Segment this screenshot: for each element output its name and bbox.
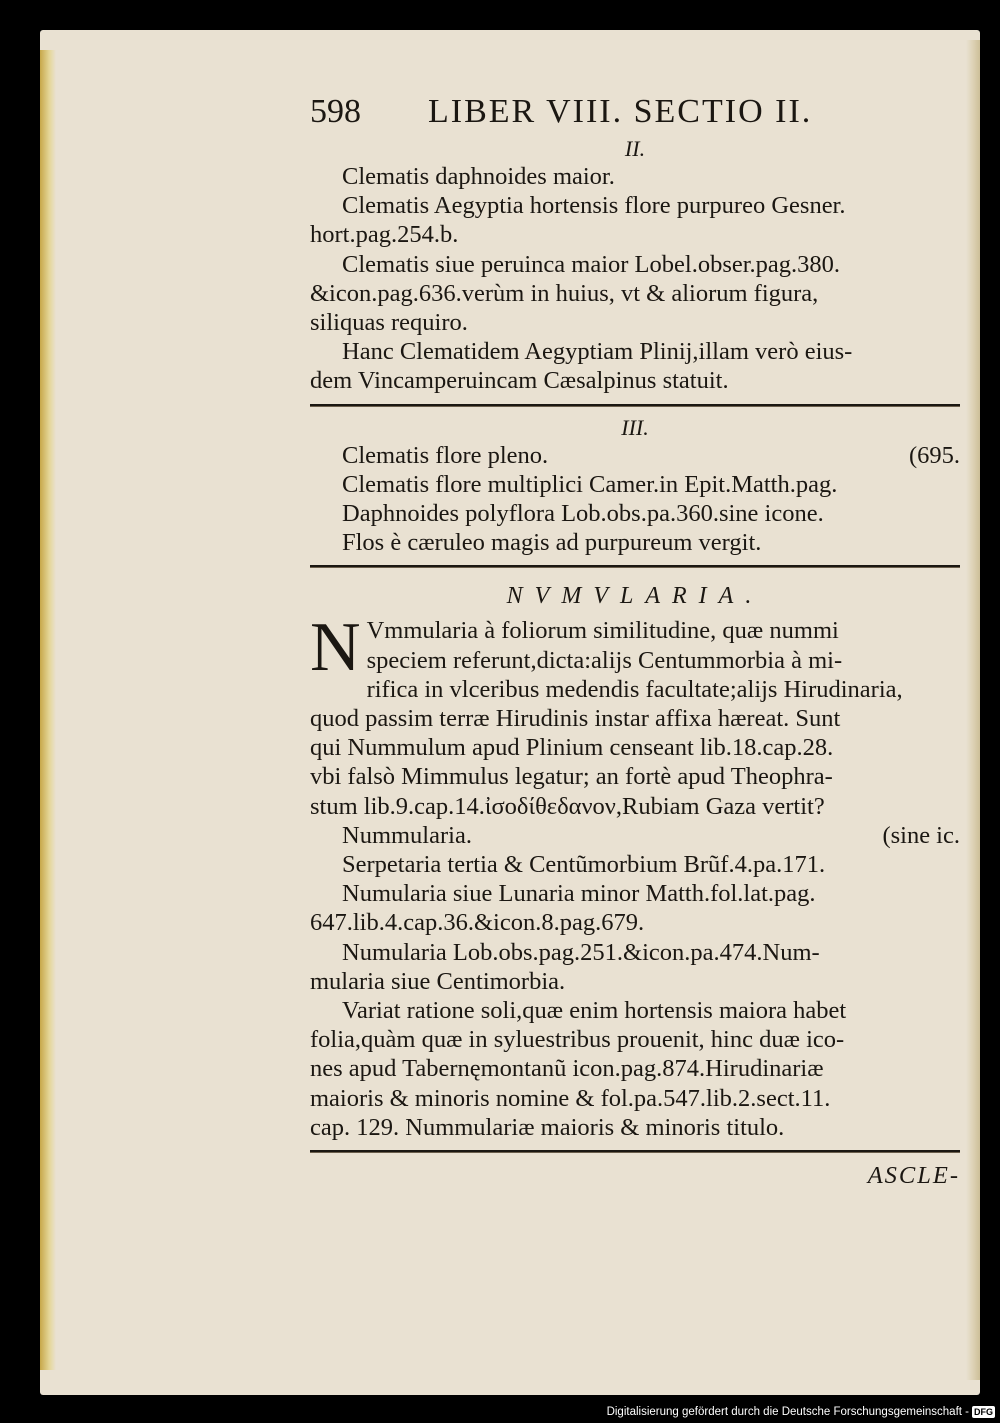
text-line: hort.pag.254.b.: [310, 221, 459, 249]
page-edge-right: [966, 40, 980, 1380]
text-line: maioris & minoris nomine & fol.pa.547.lib.2.sect.11.: [310, 1084, 831, 1112]
text-row: [310, 441, 960, 470]
text-line: speciem referunt,dicta:alijs Centummorbia à mi-: [366, 646, 843, 674]
text-line: 647.lib.4.cap.36.&icon.8.pag.679.: [310, 909, 645, 937]
text-line: Variat ratione soli,quæ enim hortensis maiora habet: [342, 997, 847, 1025]
running-title: LIBER VIII. SECTIO II.: [428, 93, 813, 130]
section-rule: [310, 565, 960, 568]
text-line: folia,quàm quæ in syluestribus prouenit, hinc duæ ico-: [310, 1026, 845, 1054]
text-line: Daphnoides polyflora Lob.obs.pa.360.sine icone.: [342, 500, 824, 528]
text-line: rifica in vlceribus medendis facultate;alijs Hirudinaria,: [366, 675, 903, 703]
digitization-footer: [600, 1404, 995, 1420]
text-line: vbi falsò Mimmulus legatur; an fortè apud Theophra-: [310, 763, 833, 791]
text-line: dem Vincamperuincam Cæsalpinus statuit.: [310, 367, 729, 395]
text-line: quod passim terræ Hirudinis instar affixa hæreat. Sunt: [310, 705, 841, 733]
row-left: Nummularia.: [342, 821, 472, 849]
text-line: mularia siue Centimorbia.: [310, 967, 566, 995]
section-rule: [310, 404, 960, 407]
text-line: Clematis flore multiplici Camer.in Epit.Matth.pag.: [342, 470, 838, 498]
numularia-intro: [310, 609, 960, 820]
text-line: Clematis Aegyptia hortensis flore purpureo Gesner.: [342, 192, 846, 220]
row-left: Clematis flore pleno.: [342, 441, 549, 469]
text-line: Numularia siue Lunaria minor Matth.fol.lat.pag.: [342, 880, 816, 908]
page-number: 598: [310, 93, 361, 130]
section-ii-text: [310, 162, 960, 396]
section-heading: NVMVLARIA.: [506, 583, 764, 610]
text-line: Clematis siue peruinca maior Lobel.obser.pag.380.: [342, 250, 841, 278]
page-edge-left: [40, 50, 56, 1370]
text-line: Vmmularia à foliorum similitudine, quæ nummi: [366, 617, 839, 645]
text-line: &icon.pag.636.verùm in huius, vt & aliorum figura,: [310, 279, 819, 307]
text-line: Serpetaria tertia & Centũmorbium Brũf.4.pa.171.: [342, 851, 826, 879]
text-line: stum lib.9.cap.14.ἰσοδίθεδανον,Rubiam Gaza vertit?: [310, 792, 825, 820]
numularia-entries: [310, 821, 960, 1142]
text-line: Hanc Clematidem Aegyptiam Plinij,illam verò eius-: [342, 338, 853, 366]
text-line: Numularia Lob.obs.pag.251.&icon.pa.474.Num-: [342, 938, 820, 966]
section-label-ii: II.: [624, 136, 646, 161]
text-line: nes apud Tabernęmontanũ icon.pag.874.Hirudinariæ: [310, 1055, 824, 1083]
text-line: Flos è cæruleo magis ad purpureum vergit.: [342, 529, 762, 557]
text-line: qui Nummulum apud Plinium censeant lib.18.cap.28.: [310, 734, 834, 762]
section-iii-text: [310, 441, 960, 558]
drop-cap: N: [310, 609, 361, 687]
row-right: (sine ic.: [882, 821, 960, 849]
footer-text: Digitalisierung gefördert durch die Deutsche Forschungsgemeinschaft -: [606, 1406, 969, 1418]
catchword: ASCLE-: [867, 1162, 960, 1190]
text-row: [310, 821, 960, 850]
text-line: Clematis daphnoides maior.: [342, 163, 615, 190]
running-header: [310, 88, 960, 136]
text-line: cap. 129. Nummulariæ maioris & minoris titulo.: [310, 1113, 785, 1141]
page-text: [310, 88, 960, 1190]
text-line: siliquas requiro.: [310, 309, 468, 337]
section-label-iii: III.: [621, 414, 649, 440]
dfg-logo: DFG: [974, 1407, 993, 1417]
section-rule: [310, 1150, 960, 1153]
row-right: (695.: [908, 441, 960, 469]
